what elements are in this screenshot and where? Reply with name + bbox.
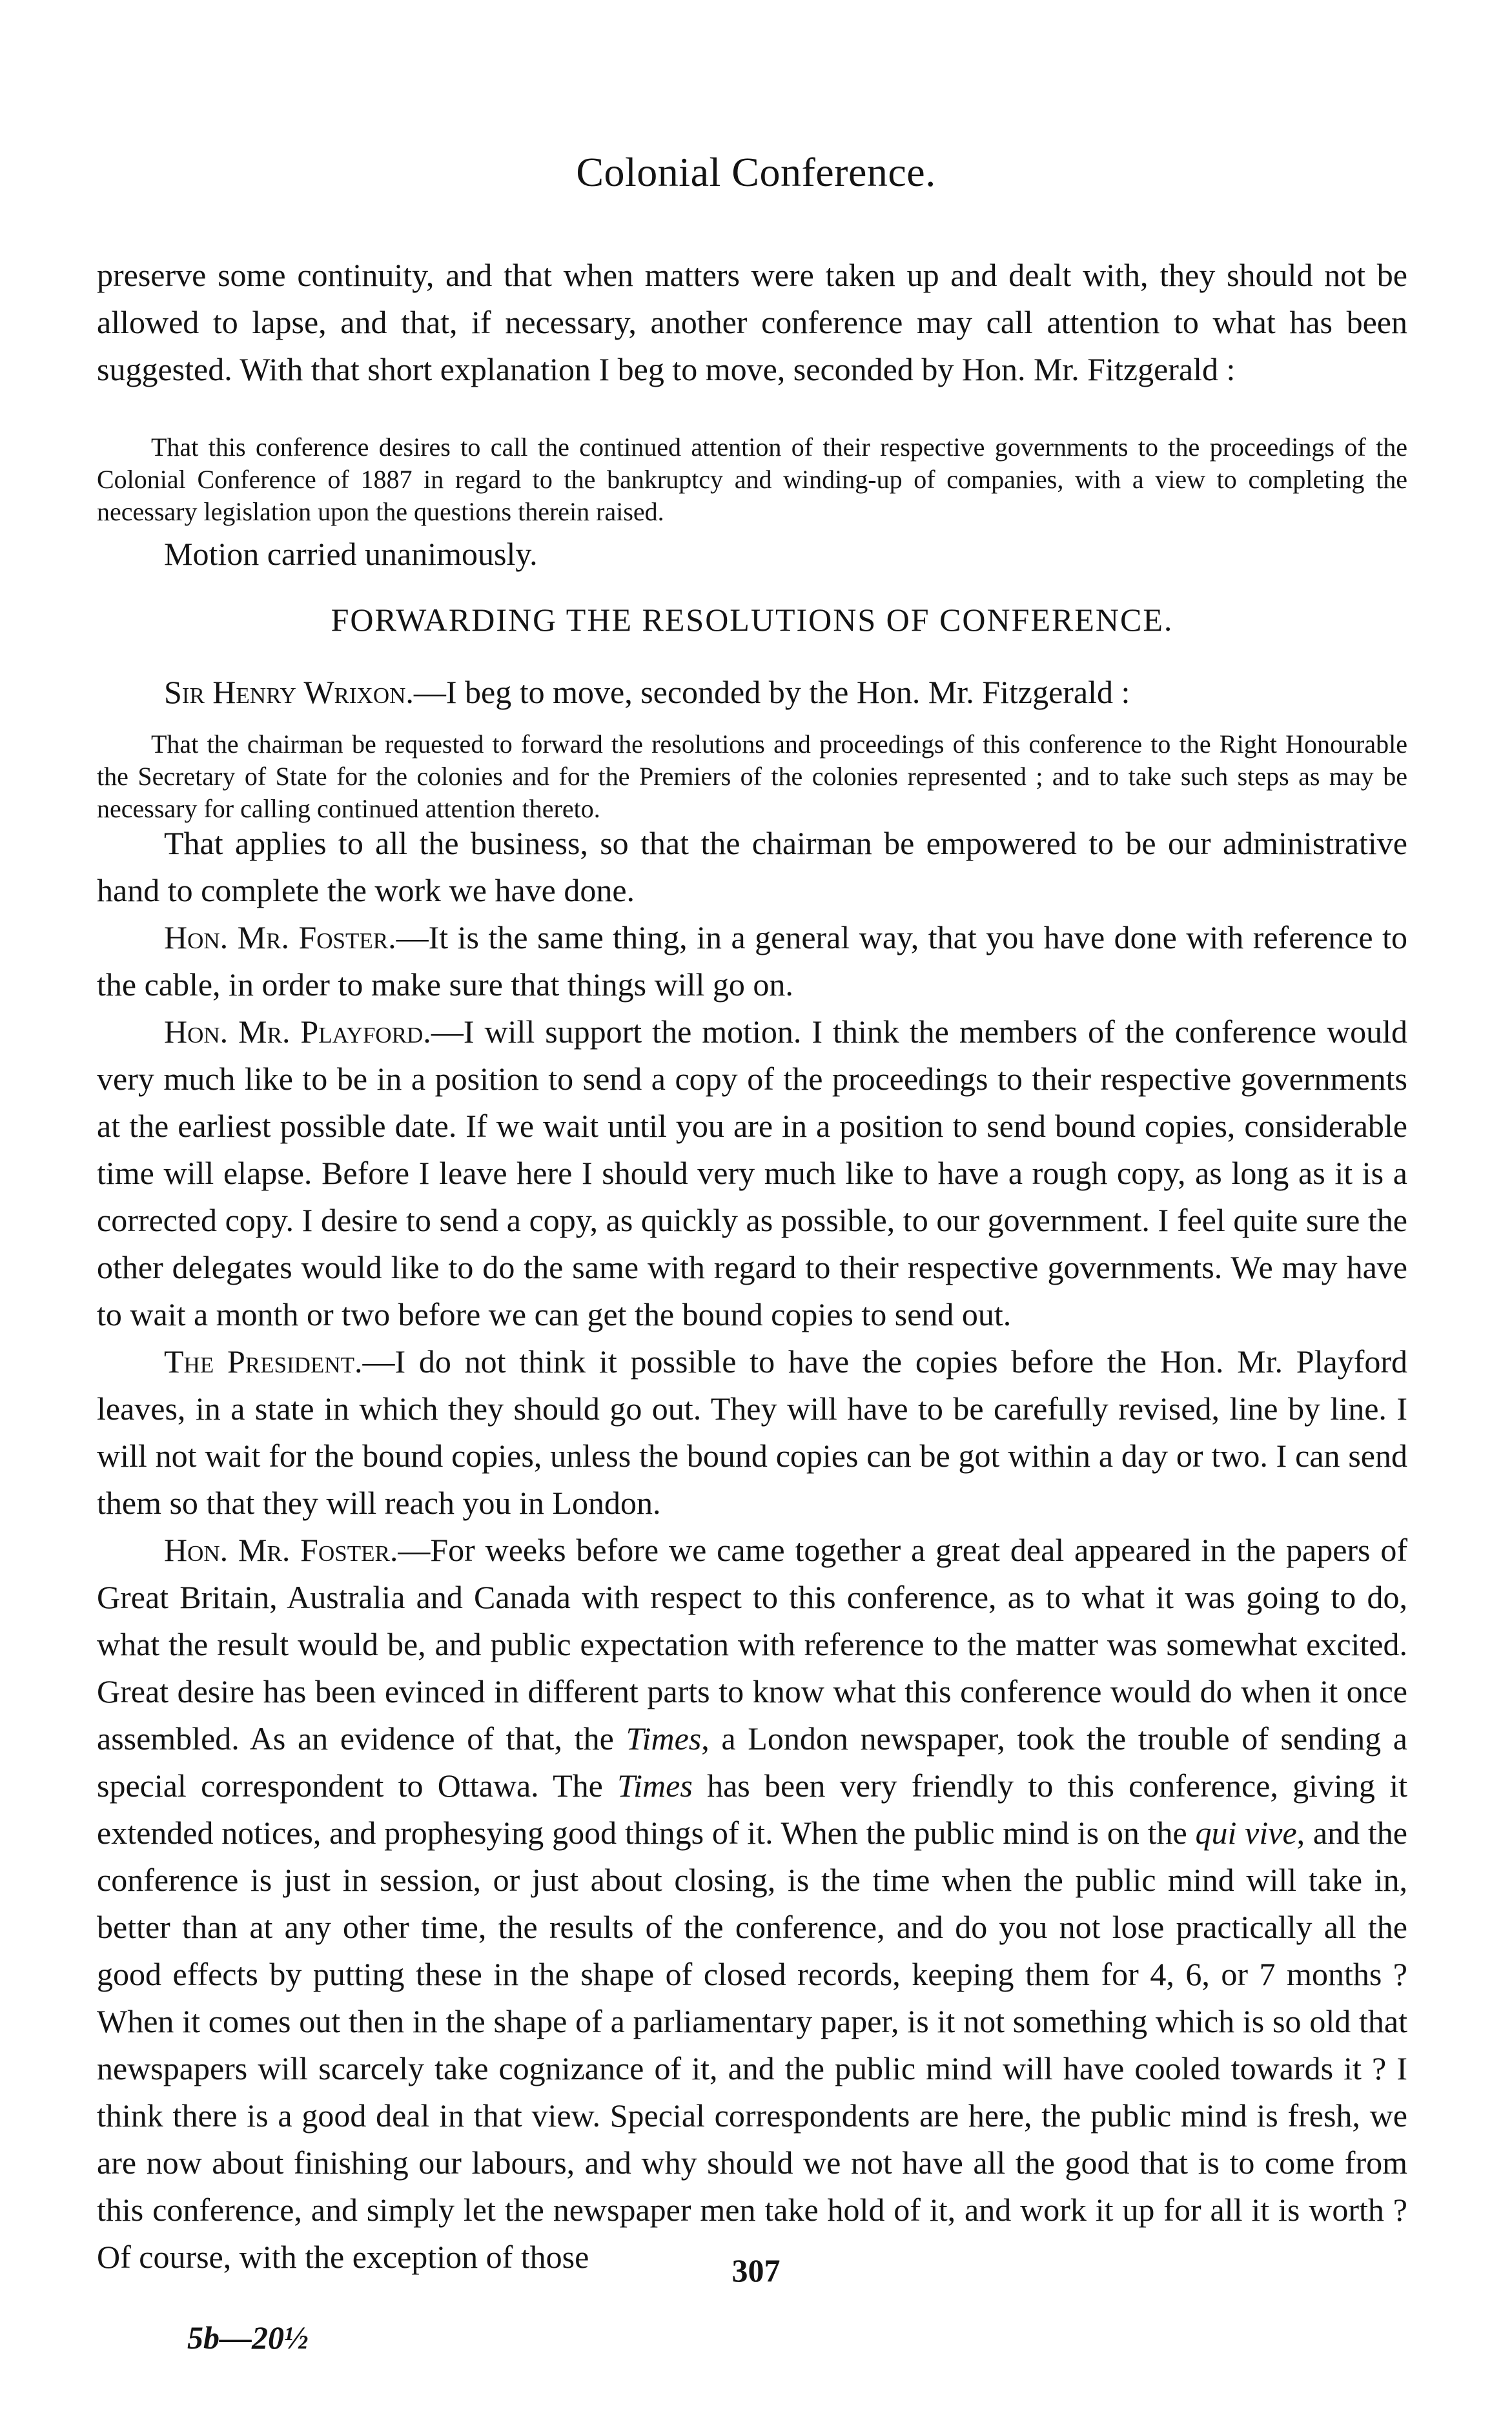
continuation-paragraph: preserve some continuity, and that when matters were taken up and dealt with, they should not be allowed to lapse, and that, if necessary, another conference may call attention to what has been suggested. With that short explanation I beg to move, seconded by Hon. Mr. Fitzgerald : (97, 257, 1407, 387)
resolution-quote-2-block (97, 728, 1407, 825)
motion-carried-block (97, 531, 1407, 578)
foreign-phrase: qui vive (1195, 1815, 1297, 1851)
section-heading-block (97, 596, 1407, 644)
foster-paragraph-2 (97, 1527, 1407, 2281)
section-heading: FORWARDING THE RESOLUTIONS OF CONFERENCE. (331, 602, 1174, 638)
wrixon-paragraph-block (97, 669, 1407, 716)
speech-text: —I will support the motion. I think the members of the conference would very much like to be in a position to send a copy of the proceedings to their respective governments at the earliest possible date. If we wait until you are in a position to send bound copies, considerable time will elapse. Before I leave here I should very much like to have a rough copy, as long as it is a corrected copy. I desire to send a copy, as quickly as possible, to our government. I feel quite sure the other delegates would like to do the same with regard to their respective governments. We may have to wait a month or two before we can get the bound copies to send out. (97, 1014, 1408, 1332)
page-number: 307 (731, 2252, 781, 2288)
speaker-name: The President. (164, 1343, 363, 1380)
wrixon-paragraph (97, 669, 1407, 716)
speech-text: —I beg to move, seconded by the Hon. Mr. Fitzgerald : (413, 674, 1130, 710)
newspaper-title: Times (617, 1768, 693, 1804)
resolution-quote-2: That the chairman be requested to forward the resolutions and proceedings of this conference to the Right Honourable the Secretary of State for the colonies and for the Premiers of the colonies represented ; and to take such steps as may be necessary for calling continued attention thereto. (97, 729, 1407, 823)
speaker-name: Hon. Mr. Playford. (164, 1014, 431, 1050)
speaker-name: Sir Henry Wrixon. (164, 674, 414, 710)
speaker-name: Hon. Mr. Foster. (164, 1532, 398, 1568)
speech-text: —For weeks before we came together a great deal appeared in the papers of Great Britain, Australia and Canada with respect to this conference, as to what it was going to do, what the result would be, and public expectation with reference to the matter was somewhat excited. Great desire has been evinced in different parts to know what this conference would do when it once assembled. As an evidence of that, the (97, 1532, 1407, 1757)
applies-paragraph: That applies to all the business, so that the chairman be empowered to be our administrative hand to complete the work we have done. (97, 825, 1407, 908)
speech-text: —It is the same thing, in a general way, that you have done with reference to the cable, in order to make sure that things will go on. (97, 919, 1407, 1003)
continuation-paragraph-block (97, 252, 1407, 393)
motion-carried-paragraph: Motion carried unanimously. (164, 536, 538, 572)
speech-text: , a London newspaper, took the trouble of sending a special correspondent to Ottawa. The (97, 1720, 1407, 1804)
resolution-quote-1: That this conference desires to call the continued attention of their respective governments to the proceedings of the Colonial Conference of 1887 in regard to the bankruptcy and winding-up of companies, with a view to completing the necessary legislation upon the questions therein raised. (97, 433, 1407, 526)
signature-mark: 5b—20½ (187, 2319, 309, 2356)
speech-text: , and the conference is just in session, or just about closing, is the time when the public mind will take in, better than at any other time, the results of the conference, and do you not lose practically all the good effects by putting these in the shape of closed records, keeping them for 4, 6, or 7 months ? When it comes out then in the shape of a parliamentary paper, is it not something which is so old that newspapers will scarcely take cognizance of it, and the public mind will have cooled towards it ? I think there is a good deal in that view. Special correspondents are here, the public mind is fresh, we are now about finishing our labours, and why should we not have all the good that is to come from this conference, and simply let the newspaper men take hold of it, and work it up for all it is worth ? Of course, with the exception of those (97, 1815, 1407, 2275)
debate-paragraphs-block (97, 820, 1407, 2281)
president-paragraph (97, 1338, 1407, 1527)
resolution-quote-1-block (97, 431, 1407, 528)
foster-paragraph-1 (97, 914, 1407, 1008)
playford-paragraph (97, 1008, 1407, 1338)
page-title: Colonial Conference. (576, 149, 936, 195)
newspaper-title: Times (626, 1720, 702, 1757)
speech-text: has been very friendly to this conference, giving it extended notices, and prophesying good things of it. When the public mind is on the (97, 1768, 1407, 1851)
speech-text: —I do not think it possible to have the copies before the Hon. Mr. Playford leaves, in a state in which they should go out. They will have to be carefully revised, line by line. I will not wait for the bound copies, unless the bound copies can be got within a day or two. I can send them so that they will reach you in London. (97, 1343, 1407, 1521)
speaker-name: Hon. Mr. Foster. (164, 919, 396, 955)
